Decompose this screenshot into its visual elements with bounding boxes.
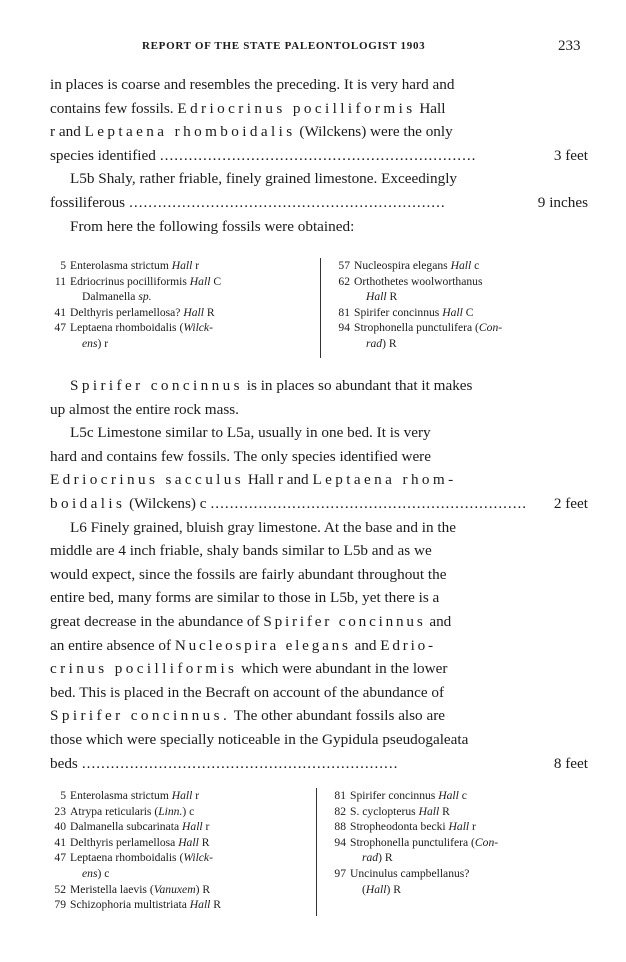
text-line: those which were specially noticeable in the Gypidula pseudogaleata	[50, 730, 469, 748]
abundance-mark: ) R	[382, 336, 397, 350]
fossil-author: Con-	[478, 321, 503, 335]
text-line: Edriocrinus sacculus Hall r and Leptaena rhom-	[50, 471, 457, 489]
spaced-taxon: Spirifer concinnus	[70, 377, 243, 394]
text-line: hard and contains few fossils. The only species identified were	[50, 447, 431, 465]
fossil-author: Vanuxem	[153, 882, 196, 896]
fossil-number: 52	[54, 882, 66, 896]
abundance-mark: r	[469, 820, 476, 834]
fossil-entry	[330, 804, 590, 820]
text-line: L5b Shaly, rather friable, finely grained limestone. Exceedingly	[70, 170, 458, 188]
abundance-mark: ) R	[386, 882, 401, 896]
text-line: L5c Limestone similar to L5a, usually in one bed. It is very	[70, 424, 431, 442]
text-line: contains few fossils. Edriocrinus pocilliformis Hall	[50, 99, 446, 117]
fossil-name: Dalmanella subcarinata	[70, 820, 183, 834]
text-line: bed. This is placed in the Becraft on account of the abundance of	[50, 683, 445, 701]
abundance-mark: ) R	[195, 882, 211, 896]
fossil-entry	[50, 258, 306, 274]
text-line: L6 Finely grained, bluish gray limestone. At the base and in the	[70, 518, 456, 536]
fossil-entry	[330, 882, 590, 898]
text-line: entire bed, many forms are similar to those in L5b, yet there is a	[50, 589, 440, 607]
spaced-taxon: Spirifer concinnus	[263, 612, 426, 630]
fossil-list-right	[334, 258, 590, 352]
fossil-entry	[50, 804, 306, 820]
fossil-number: 88	[334, 820, 346, 834]
abundance-mark: R	[210, 898, 222, 912]
fossil-author: Linn.	[158, 804, 183, 818]
fossil-name: Dalmanella	[82, 290, 139, 304]
abundance-mark: R	[203, 305, 215, 319]
fossil-author: Hall	[438, 789, 459, 802]
running-title: REPORT OF THE STATE PALEONTOLOGIST 1903	[142, 40, 426, 52]
fossil-author: Hall	[448, 820, 470, 834]
leader-line: fossiliferous .................................................................. 9 inches	[50, 191, 588, 215]
abundance-mark: ) c	[182, 804, 195, 818]
fossil-entry	[334, 258, 590, 274]
fossil-name: Delthyris perlamellosa	[70, 835, 179, 849]
text-line: Spirifer concinnus is in places so abundant that it makes	[70, 377, 473, 394]
fossil-number: 81	[334, 789, 346, 802]
fossil-entry	[334, 289, 590, 305]
running-head	[0, 38, 626, 58]
fossil-entry	[330, 866, 590, 882]
fossil-number: 41	[54, 835, 66, 849]
fossil-entry	[50, 788, 306, 804]
fossil-entry	[50, 866, 306, 882]
fossil-number: 5	[60, 259, 66, 272]
fossil-entry	[50, 882, 306, 898]
fossil-name: Leptaena rhomboidalis (	[70, 321, 184, 335]
fossil-name: Spirifer concinnus	[350, 789, 439, 802]
fossil-entry	[50, 274, 306, 290]
thickness-value: 9 inches	[537, 193, 588, 211]
fossil-name: Enterolasma strictum	[70, 259, 172, 272]
text-line: crinus pocilliformis which were abundant in the lower	[50, 660, 448, 678]
fossil-number: 47	[54, 321, 66, 335]
fossil-number: 97	[334, 866, 346, 880]
fossil-name: Spirifer concinnus	[354, 305, 443, 319]
fossil-entry	[50, 336, 306, 352]
fossil-number: 79	[54, 898, 66, 912]
abundance-mark: C	[210, 274, 222, 288]
fossil-entry	[334, 274, 590, 290]
text-line: Spirifer concinnus. The other abundant fossils also are	[50, 707, 445, 725]
fossil-name: Stropheodonta becki	[350, 820, 449, 834]
leader-line: beds .................................................................. 8 feet	[50, 752, 588, 776]
fossil-entry	[50, 305, 306, 321]
abundance-mark: R	[386, 290, 398, 304]
spaced-taxon: Edriocrinus pocilliformis	[177, 99, 416, 117]
fossil-author: Hall	[418, 804, 440, 818]
fossil-name: Meristella laevis (	[70, 882, 154, 896]
fossil-list-left	[50, 258, 306, 352]
fossil-number: 62	[338, 274, 350, 288]
text-line: middle are 4 inch friable, shaly bands similar to L5b and as we	[50, 542, 432, 560]
fossil-entry	[334, 320, 590, 336]
thickness-value: 3 feet	[553, 146, 588, 164]
fossil-name: (	[362, 882, 366, 896]
fossil-list-right	[330, 788, 590, 897]
spaced-taxon: Spirifer concinnus.	[50, 707, 231, 725]
fossil-number: 81	[338, 305, 350, 319]
fossil-name: Leptaena rhomboidalis (	[70, 851, 184, 865]
spaced-taxon: Leptaena rhom-	[312, 471, 457, 489]
fossil-entry	[50, 289, 306, 305]
fossil-number: 5	[60, 789, 66, 802]
fossil-entry	[330, 788, 590, 804]
fossil-entry	[334, 305, 590, 321]
spaced-taxon: Nucleospira elegans	[174, 636, 351, 654]
text-line: in places is coarse and resembles the preceding. It is very hard and	[50, 76, 455, 93]
abundance-mark: r	[202, 820, 210, 834]
fossil-number: 23	[54, 804, 66, 818]
fossil-name: Uncinulus campbellanus?	[350, 866, 470, 880]
spaced-taxon: Leptaena rhomboidalis	[84, 123, 296, 141]
fossil-author: Wilck-	[183, 851, 213, 865]
fossil-name: Strophonella punctulifera (	[350, 835, 475, 849]
fossil-entry	[50, 819, 306, 835]
fossil-author: sp.	[138, 290, 152, 304]
fossil-author: Con-	[474, 835, 499, 849]
fossil-number: 82	[334, 804, 346, 818]
abundance-mark: ) R	[378, 851, 393, 865]
fossil-author: ens	[82, 336, 98, 350]
spaced-taxon: Edrio-	[380, 636, 436, 654]
text-line: would expect, since the fossils are fairly abundant throughout the	[50, 565, 447, 583]
thickness-value: 8 feet	[553, 754, 588, 772]
abundance-mark: ) r	[97, 336, 109, 350]
fossil-list-2	[50, 788, 590, 918]
text-line: great decrease in the abundance of Spirifer concinnus and	[50, 612, 452, 630]
fossil-number: 11	[54, 274, 66, 288]
abundance-mark: r	[192, 259, 200, 272]
text-line: up almost the entire rock mass.	[50, 400, 239, 418]
column-rule	[316, 788, 317, 916]
fossil-number: 57	[338, 259, 350, 272]
fossil-entry	[50, 897, 306, 913]
spaced-taxon: Edriocrinus sacculus	[50, 471, 245, 489]
fossil-name: Orthothetes woolworthanus	[354, 274, 483, 288]
fossil-entry	[334, 336, 590, 352]
abundance-mark: R	[439, 804, 450, 818]
fossil-entry	[50, 835, 306, 851]
fossil-author: Hall	[182, 820, 203, 834]
fossil-name: Enterolasma strictum	[70, 789, 172, 802]
fossil-author: Hall	[189, 274, 211, 288]
abundance-mark: R	[198, 835, 210, 849]
text-line: From here the following fossils were obtained:	[70, 217, 355, 235]
page-number: 233	[558, 38, 581, 54]
abundance-mark: c	[471, 259, 480, 272]
fossil-entry	[330, 850, 590, 866]
fossil-list-left	[50, 788, 306, 913]
fossil-number: 41	[54, 305, 66, 319]
fossil-name: Nucleospira elegans	[354, 259, 451, 272]
thickness-value: 2 feet	[553, 494, 588, 512]
text-line: r and Leptaena rhomboidalis (Wilckens) were the only	[50, 123, 453, 141]
fossil-entry	[50, 320, 306, 336]
fossil-author: rad	[366, 336, 383, 350]
fossil-author: Hall	[366, 290, 387, 304]
leader-line: species identified .................................................................. 3 feet	[50, 144, 588, 168]
fossil-author: Hall	[365, 882, 387, 896]
spaced-taxon: boidalis	[50, 494, 126, 512]
fossil-author: Hall	[171, 259, 193, 272]
fossil-number: 94	[334, 835, 346, 849]
fossil-name: Schizophoria multistriata	[70, 898, 190, 912]
fossil-author: Wilck-	[183, 321, 213, 335]
fossil-list-1	[50, 258, 590, 358]
fossil-name: Atrypa reticularis (	[70, 804, 159, 818]
fossil-number: 94	[338, 321, 350, 335]
fossil-author: rad	[362, 851, 379, 865]
fossil-author: ens	[82, 866, 98, 880]
fossil-name: Delthyris perlamellosa?	[70, 305, 184, 319]
abundance-mark: r	[192, 789, 200, 802]
fossil-author: Hall	[178, 835, 199, 849]
fossil-number: 47	[54, 851, 66, 865]
fossil-number: 40	[54, 820, 66, 834]
fossil-author: Hall	[171, 789, 193, 802]
fossil-name: S. cyclopterus	[350, 804, 419, 818]
abundance-mark: C	[462, 305, 474, 319]
fossil-entry	[50, 850, 306, 866]
abundance-mark: c	[458, 789, 467, 802]
fossil-entry	[330, 835, 590, 851]
spaced-taxon: crinus pocilliformis	[50, 660, 238, 678]
column-rule	[320, 258, 321, 358]
fossil-name: Edriocrinus pocilliformis	[70, 274, 190, 288]
paragraph-main	[50, 374, 588, 775]
text-line: an entire absence of Nucleospira elegans and Edrio-	[50, 636, 436, 654]
fossil-author: Hall	[183, 305, 204, 319]
fossil-author: Hall	[189, 898, 211, 912]
abundance-mark: ) c	[97, 866, 110, 880]
fossil-author: Hall	[450, 259, 472, 272]
fossil-author: Hall	[442, 305, 463, 319]
leader-line: boidalis (Wilckens) c .................................................................. 2 feet	[50, 492, 588, 516]
paragraph-continuation	[50, 73, 588, 238]
fossil-entry	[330, 819, 590, 835]
fossil-name: Strophonella punctulifera (	[354, 321, 479, 335]
